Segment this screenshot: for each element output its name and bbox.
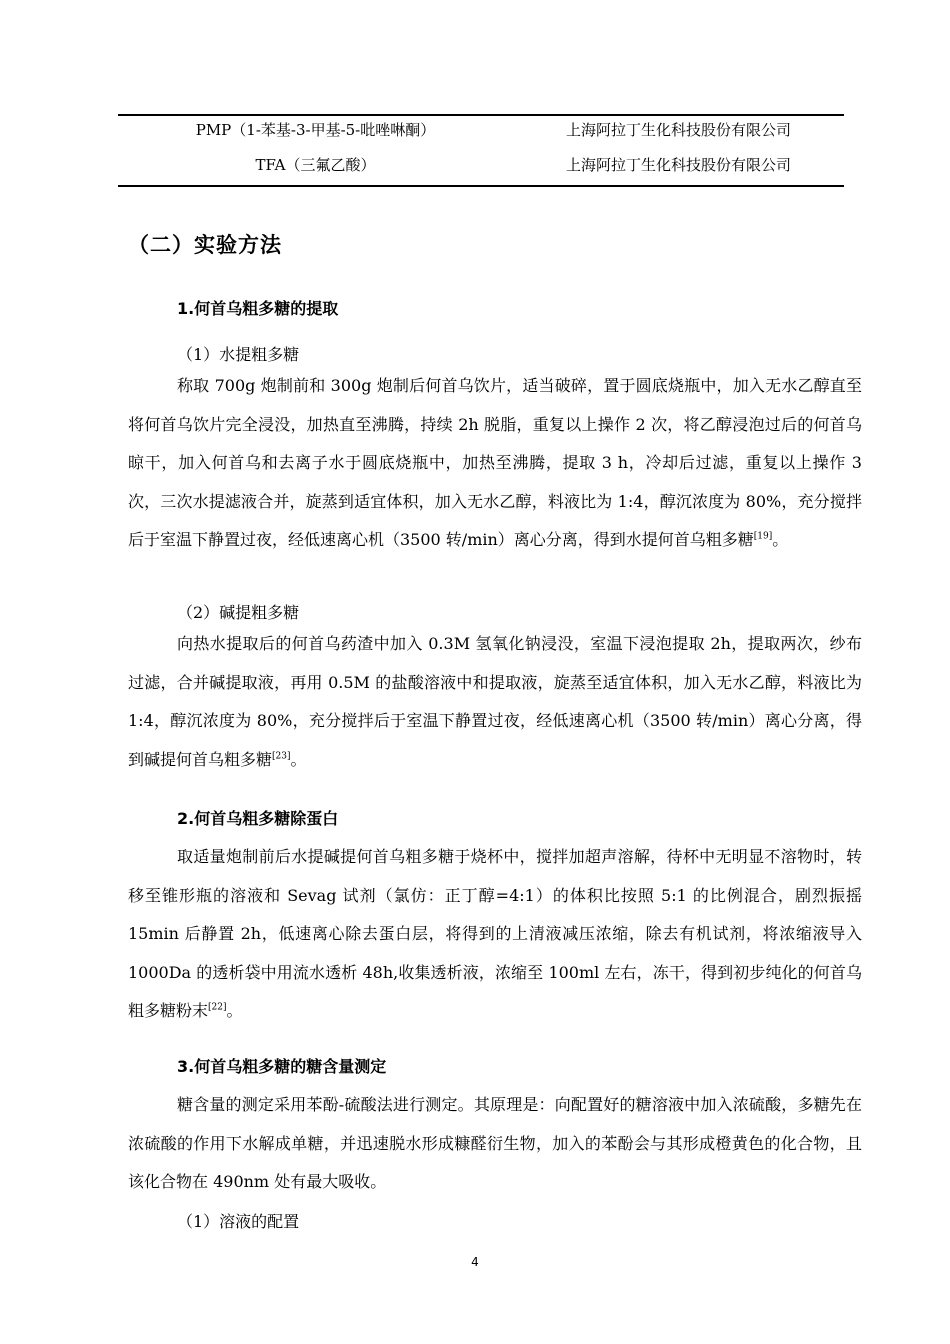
paragraph-text: 称取 700g 炮制前和 300g 炮制后何首乌饮片，适当破碎，置于圆底烧瓶中，加入无水乙醇直至将何首乌饮片完全浸没，加热直至沸腾，持续 2h 脱脂，重复以上操作 2 次，将乙醇浸泡过后的何首乌晾干，加入何首乌和去离子水于圆底烧瓶中，加热至沸腾，提取 3 h，冷却后过滤，重复以上操作 3 次，三次水提滤液合并，旋蒸到适宜体积，加入无水乙醇，料液比为 1:4，醇沉浓度为 80%，充分搅拌后于室温下静置过夜，经低速离心机（3500 转/min）离心分离，得到水提何首乌粗多糖 <box>128 376 862 549</box>
section-title: （二）实验方法 <box>128 233 282 257</box>
reagent-name: PMP（1-苯基-3-甲基-5-吡唑啉酮） <box>195 121 436 139</box>
paragraph-end: 。 <box>226 1001 243 1020</box>
item-alkali-extraction: （2）碱提粗多糖 <box>177 603 300 622</box>
paragraph-end: 。 <box>290 749 307 769</box>
paragraph-alkali-extraction <box>128 625 862 779</box>
table-row <box>118 147 844 181</box>
paragraph-end: 。 <box>772 530 789 549</box>
subsection-title-sugar-content: 3.何首乌粗多糖的糖含量测定 <box>177 1057 387 1076</box>
subsection-title-extraction: 1.何首乌粗多糖的提取 <box>177 299 339 318</box>
paragraph-text: 向热水提取后的何首乌药渣中加入 0.3M 氢氧化钠浸没，室温下浸泡提取 2h，提取两次，纱布过滤，合并碱提取液，再用 0.5M 的盐酸溶液中和提取液，旋蒸至适宜体积，加入无水乙醇，料液比为 1:4，醇沉浓度为 80%，充分搅拌后于室温下静置过夜，经低速离心机（3500 转/min）离心分离，得到碱提何首乌粗多糖 <box>128 634 862 769</box>
citation: [22] <box>208 1002 227 1013</box>
paragraph-deproteinization <box>128 838 862 1031</box>
paragraph-sugar-content: 糖含量的测定采用苯酚-硫酸法进行测定。其原理是：向配置好的糖溶液中加入浓硫酸，多糖先在浓硫酸的作用下水解成单糖，并迅速脱水形成糠醛衍生物，加入的苯酚会与其形成橙黄色的化合物，且该化合物在 490nm 处有最大吸收。 <box>128 1095 862 1191</box>
subsection-title-deproteinization: 2.何首乌粗多糖除蛋白 <box>177 809 339 828</box>
paragraph-water-extraction <box>128 367 862 560</box>
citation: [23] <box>272 751 291 762</box>
reagent-supplier: 上海阿拉丁生化科技股份有限公司 <box>565 155 791 174</box>
reagent-supplier: 上海阿拉丁生化科技股份有限公司 <box>565 121 791 139</box>
citation: [19] <box>753 531 773 542</box>
page-number: 4 <box>471 1255 479 1269</box>
item-solution-preparation: （1）溶液的配置 <box>177 1212 300 1231</box>
reagent-table <box>118 114 844 187</box>
table-row <box>118 112 844 147</box>
item-water-extraction: （1）水提粗多糖 <box>177 345 300 364</box>
paragraph-text: 取适量炮制前后水提碱提何首乌粗多糖于烧杯中，搅拌加超声溶解，待杯中无明显不溶物时，转移至锥形瓶的溶液和 Sevag 试剂（氯仿：正丁醇=4:1）的体积比按照 5:1 的比例混合，剧烈振摇 15min 后静置 2h，低速离心除去蛋白层，将得到的上清液减压浓缩，除去有机试剂，将浓缩液导入 1000Da 的透析袋中用流水透析 48h,收集透析液，浓缩至 100ml 左右，冻干，得到初步纯化的何首乌粗多糖粉末 <box>128 847 862 1020</box>
reagent-name: TFA（三氟乙酸） <box>255 155 376 174</box>
